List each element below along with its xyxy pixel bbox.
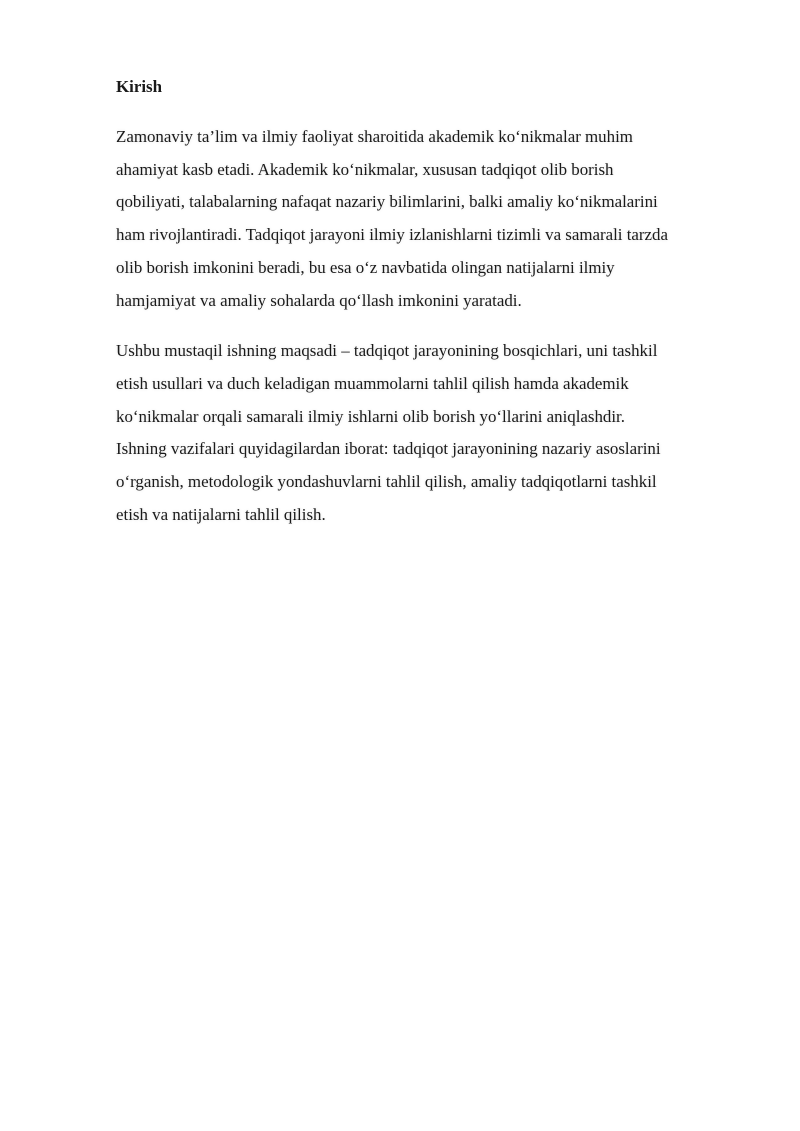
paragraph-line: etish va natijalarni tahlil qilish. <box>116 504 326 524</box>
document-body <box>116 74 722 531</box>
paragraph-line: hamjamiyat va amaliy sohalarda qo‘llash imkonini yaratadi. <box>116 290 522 310</box>
paragraph-line: Ishning vazifalari quyidagilardan iborat: tadqiqot jarayonining nazariy asoslarini <box>116 439 661 459</box>
section-heading: Kirish <box>116 77 162 96</box>
paragraph-line: qobiliyati, talabalarning nafaqat nazariy bilimlarini, balki amaliy ko‘nikmalarini <box>116 192 658 212</box>
paragraph-line: ahamiyat kasb etadi. Akademik ko‘nikmalar, xususan tadqiqot olib borish <box>116 159 614 179</box>
paragraph-line: Ushbu mustaqil ishning maqsadi – tadqiqot jarayonining bosqichlari, uni tashkil <box>116 341 658 361</box>
paragraph-line: o‘rganish, metodologik yondashuvlarni tahlil qilish, amaliy tadqiqotlarni tashkil <box>116 472 657 492</box>
paragraph-line: ham rivojlantiradi. Tadqiqot jarayoni ilmiy izlanishlarni tizimli va samarali tarzda <box>116 225 668 245</box>
paragraph-2 <box>116 335 722 531</box>
paragraph-1 <box>116 121 722 317</box>
paragraph-line: olib borish imkonini beradi, bu esa o‘z navbatida olingan natijalarni ilmiy <box>116 257 615 277</box>
paragraph-line: Zamonaviy ta’lim va ilmiy faoliyat sharoitida akademik ko‘nikmalar muhim <box>116 127 633 146</box>
paragraph-line: ko‘nikmalar orqali samarali ilmiy ishlarni olib borish yo‘llarini aniqlashdir. <box>116 406 625 426</box>
paragraph-line: etish usullari va duch keladigan muammolarni tahlil qilish hamda akademik <box>116 373 629 393</box>
